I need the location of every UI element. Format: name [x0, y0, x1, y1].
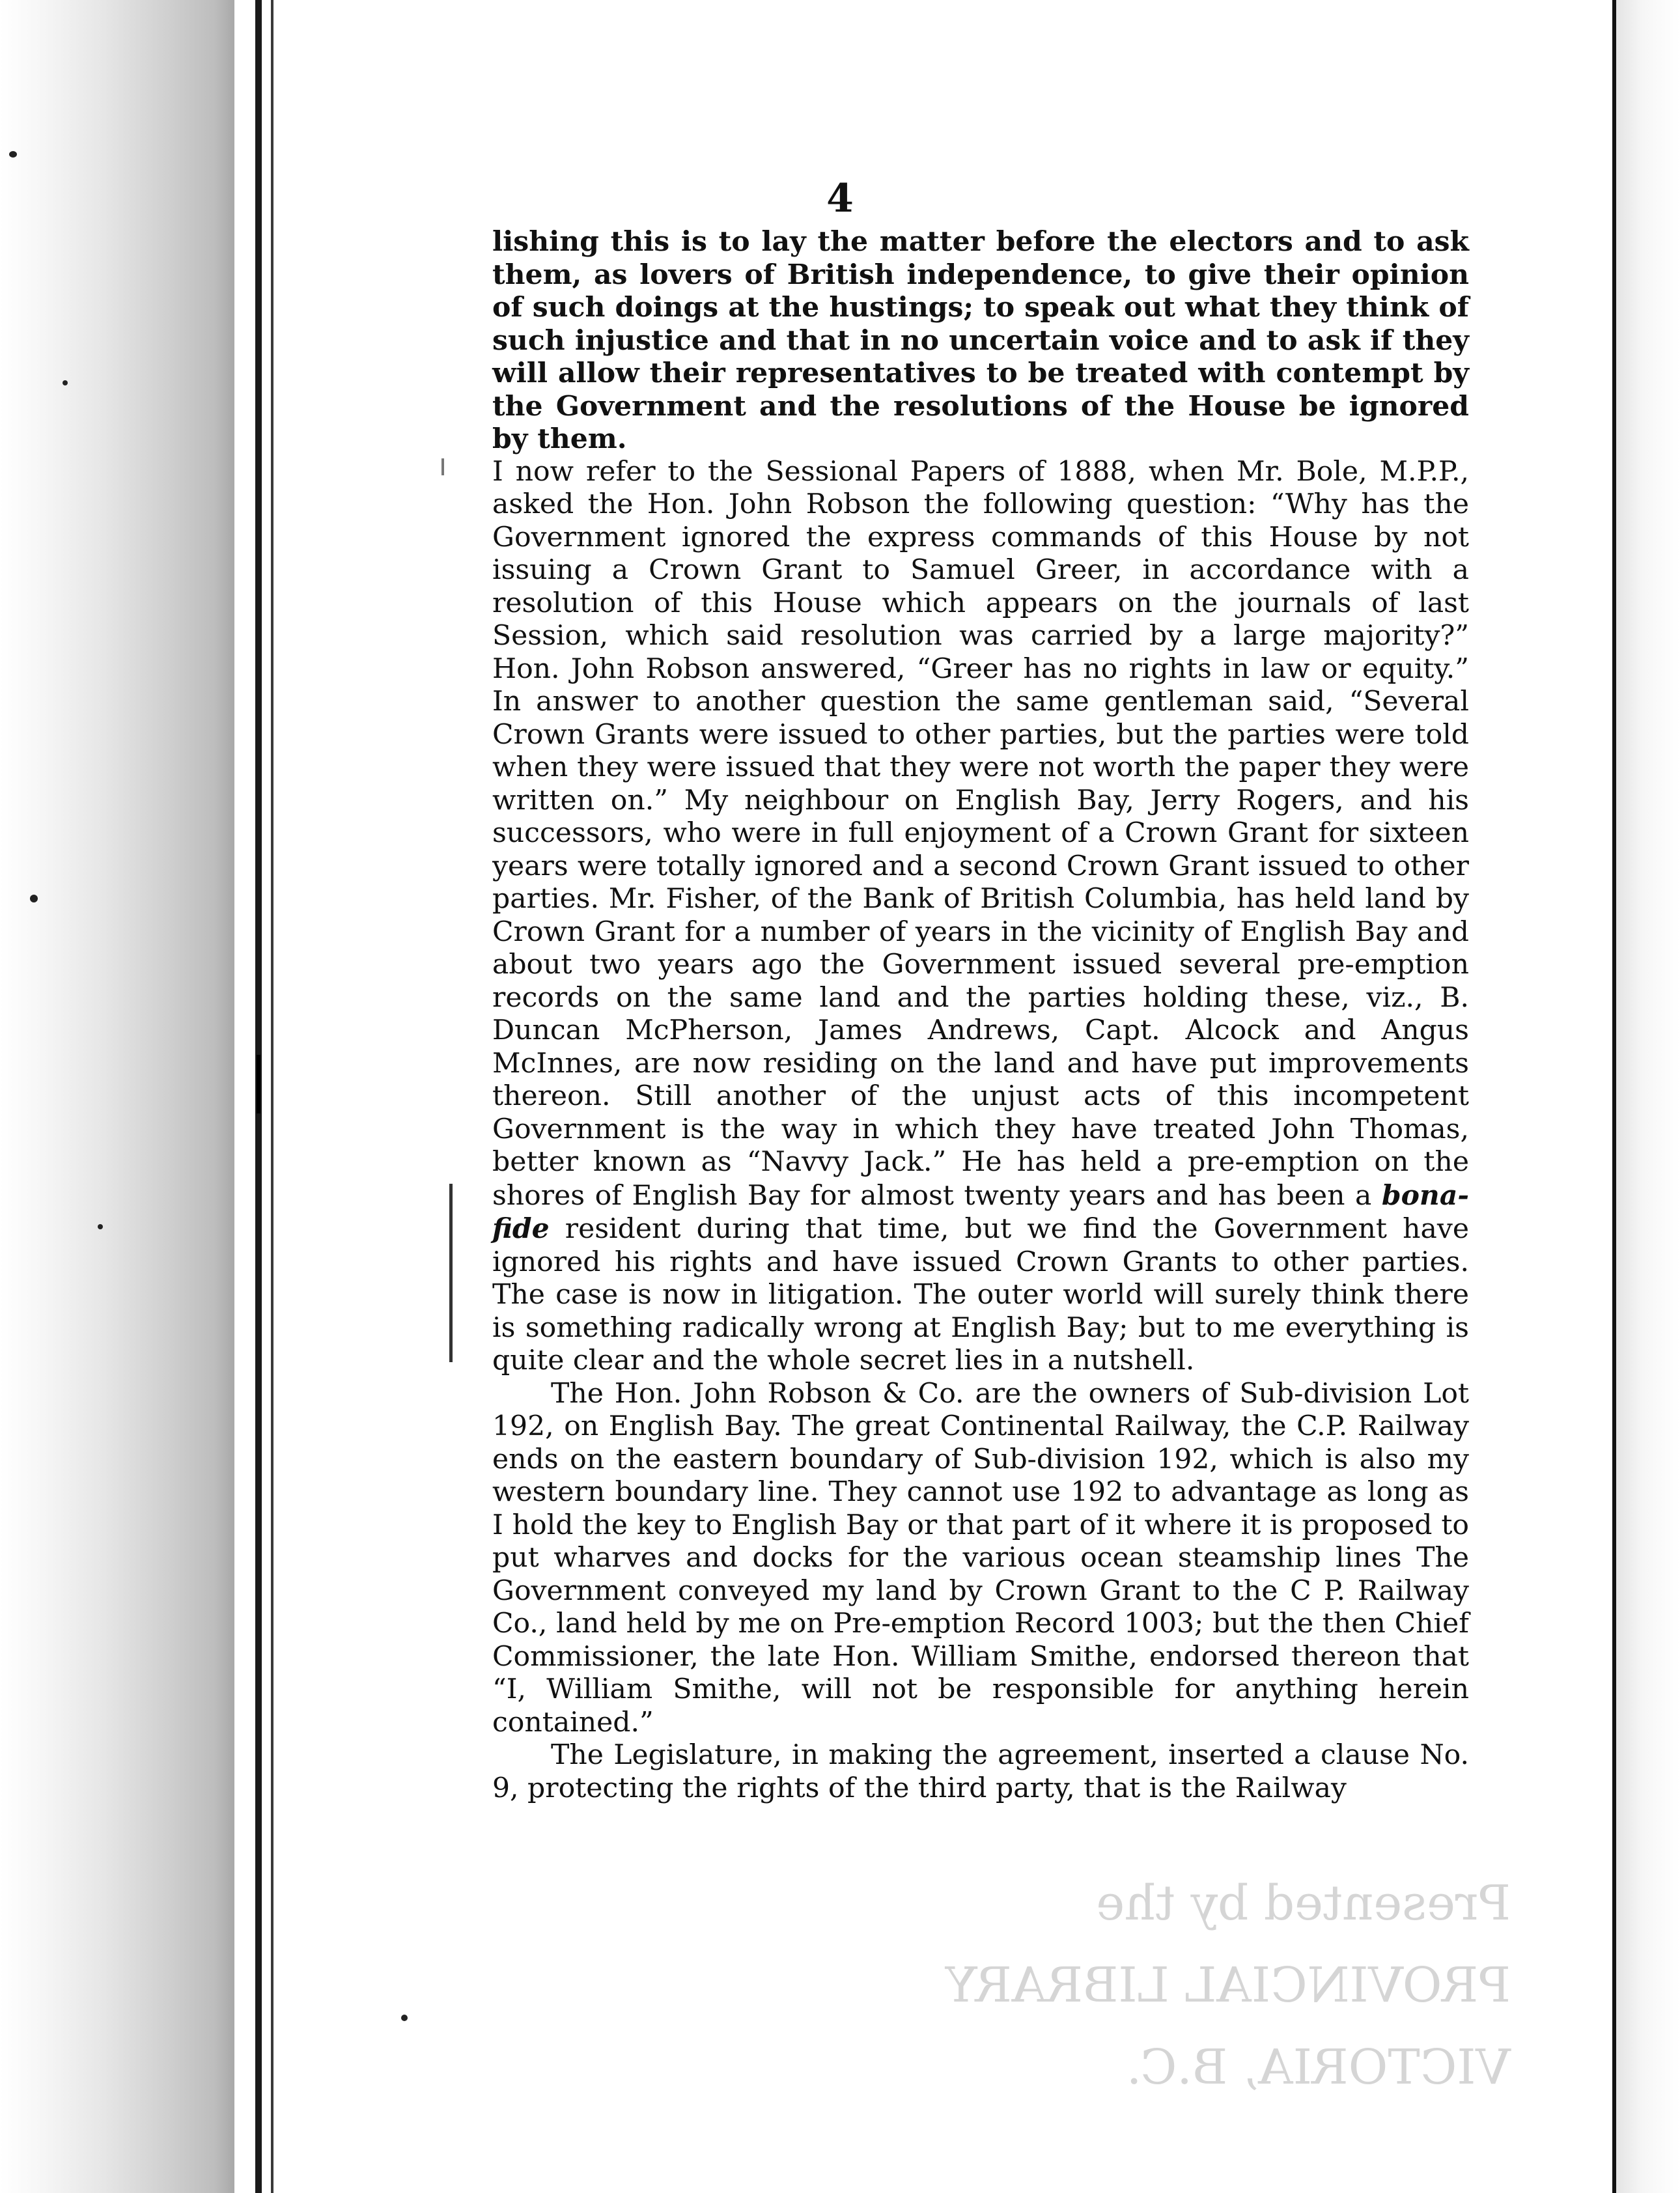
paragraph-2: [492, 456, 1469, 1378]
bleed-line: PROVINCIAL LIBRARY: [945, 1957, 1511, 2013]
paragraph-3: The Hon. John Robson & Co. are the owners of Sub-division Lot 192, on English Bay. The great Continental Railway, the C.P. Railway ends on the eastern boundary of Sub-division 192, which is also my western boundary line. They cannot use 192 to advantage as long as I hold the key to English Bay or that part of it where it is proposed to put wharves and docks for the various ocean steamship lines The Government conveyed my land by Crown Grant to the C P. Railway Co., land held by me on Pre-emption Record 1003; but the then Chief Commissioner, the late Hon. William Smithe, endorsed thereon that “I, William Smithe, will not be responsible for anything herein contained.”: [492, 1377, 1469, 1739]
page-number: 4: [826, 176, 854, 221]
paragraph-2-continuation: resident during that time, but we find the Government have ignored his rights and have issued Crown Grants to other parties. The case is now in litigation. The outer world will surely think there is something radically wrong at English Bay; but to me everything is quite clear and the whole secret lies in a nutshell.: [492, 1213, 1469, 1376]
scan-speck: [30, 895, 38, 902]
scan-right-margin: [1616, 0, 1680, 2193]
scan-speck: [63, 380, 68, 385]
scan-speck: [9, 151, 17, 158]
margin-pencil-mark: [441, 458, 444, 475]
bleed-line: Presented by the: [1096, 1875, 1511, 1931]
bleed-through-stamp: [404, 1875, 1511, 2149]
bleed-line: VICTORIA, B.C.: [1126, 2039, 1511, 2095]
margin-pencil-mark: [257, 1055, 260, 1113]
paragraph-1: lishing this is to lay the matter before the electors and to ask them, as lovers of British independence, to give their opinion of such doings at the hustings; to speak out what they think of such injustice and that in no uncertain voice and to ask if they will allow their representatives to be treated with contempt by the Government and the resolutions of the House be ignored by them.: [492, 225, 1469, 455]
page-spine-inner-edge: [271, 0, 273, 2193]
margin-pencil-mark: [449, 1184, 453, 1362]
italic-term: bona-fide: [492, 1179, 1469, 1245]
scan-speck: [98, 1224, 103, 1229]
paragraph-2-text: I now refer to the Sessional Papers of 1888, when Mr. Bole, M.P.P., asked the Hon. John Robson the following question: “Why has the Government ignored the express commands of this House by not issuing a Crown Grant to Samuel Greer, in accordance with a resolution of this House which appears on the journals of last Session, which said resolution was carried by a large majority?” Hon. John Robson answered, “Greer has no rights in law or equity.” In answer to another question the same gentleman said, “Several Crown Grants were issued to other parties, but the parties were told when they were issued that they were not worth the paper they were written on.” My neighbour on English Bay, Jerry Rogers, and his successors, who were in full enjoyment of a Crown Grant for sixteen years were totally ignored and a second Crown Grant issued to other parties. Mr. Fisher, of the Bank of British Columbia, has held land by Crown Grant for a number of years in the vicinity of English Bay and about two years ago the Government issued several pre-emption records on the same land and the parties holding these, viz., B. Duncan McPherson, James Andrews, Capt. Alcock and Angus McInnes, are now residing on the land and have put improvements thereon. Still another of the unjust acts of this incompetent Government is the way in which they have treated John Thomas, better known as “Navvy Jack.” He has held a pre-emption on the shores of English Bay for almost twenty years and has been a: [492, 455, 1469, 1212]
paragraph-4: The Legislature, in making the agreement, inserted a clause No. 9, protecting the rights of the third party, that is the Railway: [492, 1739, 1469, 1804]
body-text: [492, 225, 1469, 1805]
scan-left-margin: [0, 0, 234, 2193]
scan-speck: [401, 2015, 408, 2021]
